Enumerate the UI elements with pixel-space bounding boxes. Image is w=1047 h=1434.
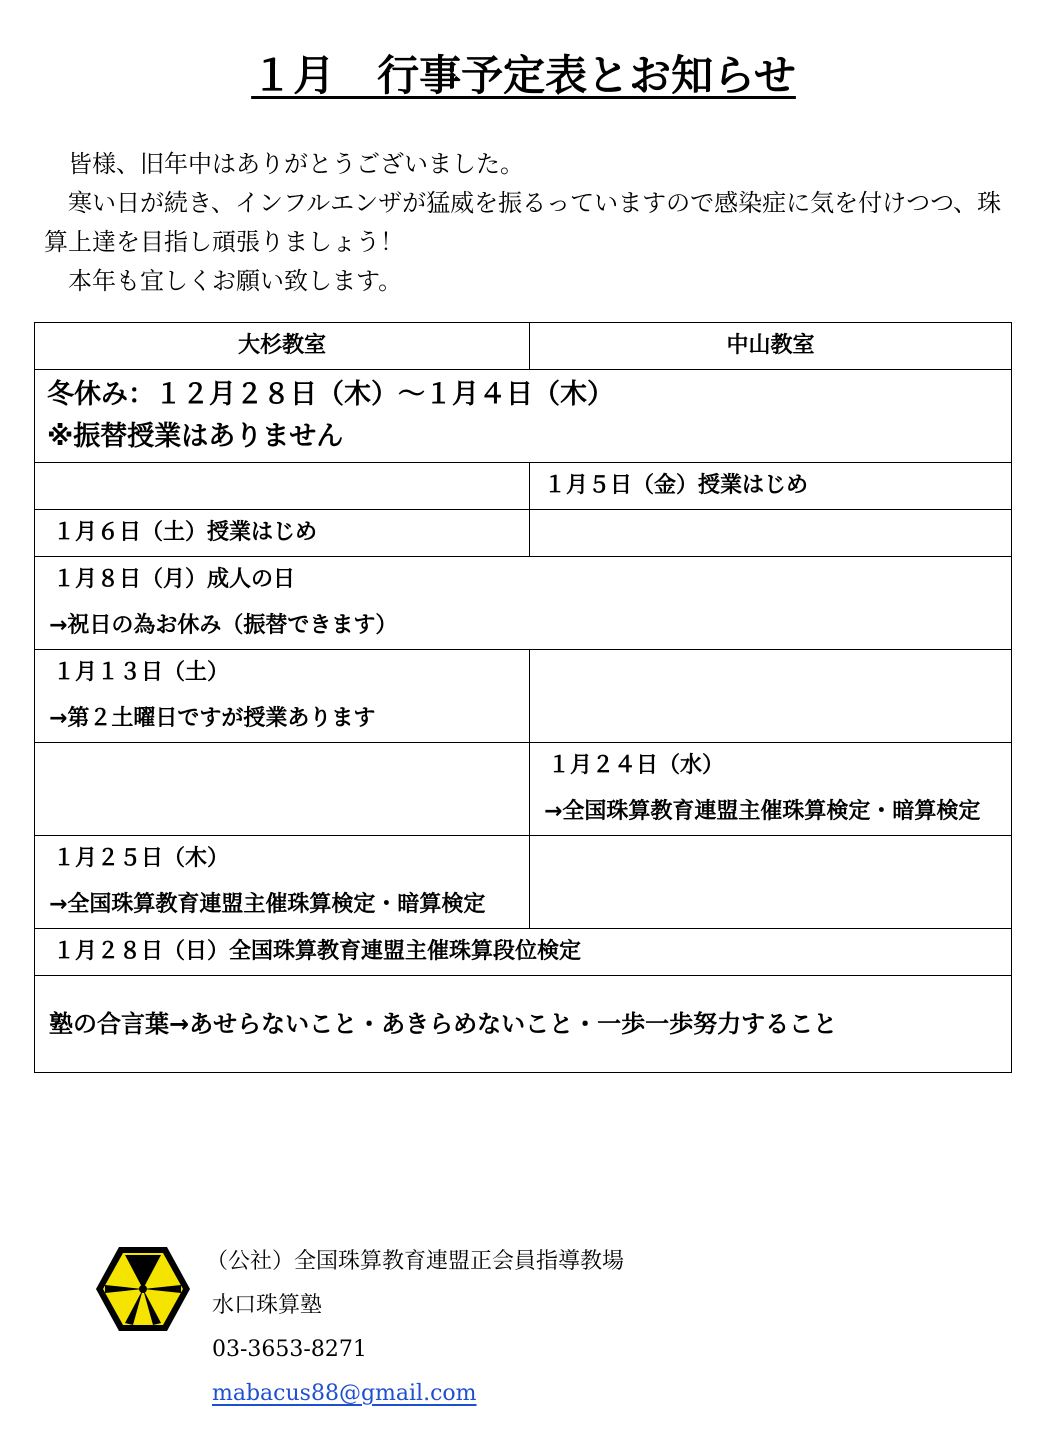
nakayama-cell-empty [530, 836, 1012, 929]
jan13-title: １月１３日（土） [53, 660, 230, 685]
page-title [0, 48, 1047, 104]
osugi-cell-empty [35, 463, 530, 510]
table-row [35, 929, 1012, 976]
intro-line-2: 寒い日が続き、インフルエンザが猛威を振るっていますので感染症に気を付けつつ、珠算上達を目指し頑張りましょう！ [44, 189, 1002, 256]
intro-line-1: 皆様、旧年中はありがとうございました。 [68, 150, 524, 178]
intro-message [44, 145, 1009, 301]
footer-org: （公社）全国珠算教育連盟正会員指導教場 [206, 1249, 625, 1274]
jan25-note: →全国珠算教育連盟主催珠算検定・暗算検定 [49, 892, 486, 917]
winter-break-note: ※振替授業はありません [47, 421, 344, 452]
footer-email-link[interactable]: mabacus88@gmail.com [212, 1381, 477, 1406]
jan8-note: →祝日の為お休み（振替できます） [49, 613, 398, 638]
table-row [35, 836, 1012, 929]
table-row [35, 743, 1012, 836]
table-row [35, 557, 1012, 650]
page-title-text: １月 行事予定表とお知らせ [251, 51, 796, 100]
intro-line-3: 本年も宜しくお願い致します。 [68, 267, 403, 295]
osugi-jan13-cell [35, 650, 530, 743]
jan8-title: １月８日（月）成人の日 [53, 567, 296, 592]
nakayama-jan24-cell [530, 743, 1012, 836]
motto-cell: 塾の合言葉→あせらないこと・あきらめないこと・一歩一歩努力すること [35, 976, 1012, 1073]
table-row [35, 650, 1012, 743]
abacus-hexagon-logo-icon [95, 1245, 191, 1333]
jan24-title: １月２４日（水） [548, 753, 725, 778]
winter-break-row [35, 370, 1012, 463]
motto-row [35, 976, 1012, 1073]
jan25-title: １月２５日（木） [53, 846, 230, 871]
osugi-cell-empty [35, 743, 530, 836]
footer-phone: 03-3653-8271 [212, 1337, 367, 1362]
footer [95, 1240, 795, 1406]
table-header-row [35, 323, 1012, 370]
jan8-holiday-cell [35, 557, 1012, 650]
jan28-exam-cell: １月２８日（日）全国珠算教育連盟主催珠算段位検定 [35, 929, 1012, 976]
jan24-note: →全国珠算教育連盟主催珠算検定・暗算検定 [544, 799, 981, 824]
nakayama-jan5-cell: １月５日（金）授業はじめ [530, 463, 1012, 510]
header-nakayama: 中山教室 [530, 323, 1012, 370]
table-row [35, 463, 1012, 510]
osugi-jan6-cell: １月６日（土）授業はじめ [35, 510, 530, 557]
nakayama-cell-empty [530, 510, 1012, 557]
nakayama-cell-empty [530, 650, 1012, 743]
table-row [35, 510, 1012, 557]
footer-contact [206, 1240, 624, 1416]
schedule-table [34, 322, 1012, 1073]
footer-school-name: 水口珠算塾 [212, 1293, 323, 1318]
header-osugi: 大杉教室 [35, 323, 530, 370]
jan13-note: →第２土曜日ですが授業あります [49, 706, 376, 731]
osugi-jan25-cell [35, 836, 530, 929]
winter-break-cell [35, 370, 1012, 463]
winter-break-dates: 冬休み：１２月２８日（木）～１月４日（木） [47, 379, 614, 410]
